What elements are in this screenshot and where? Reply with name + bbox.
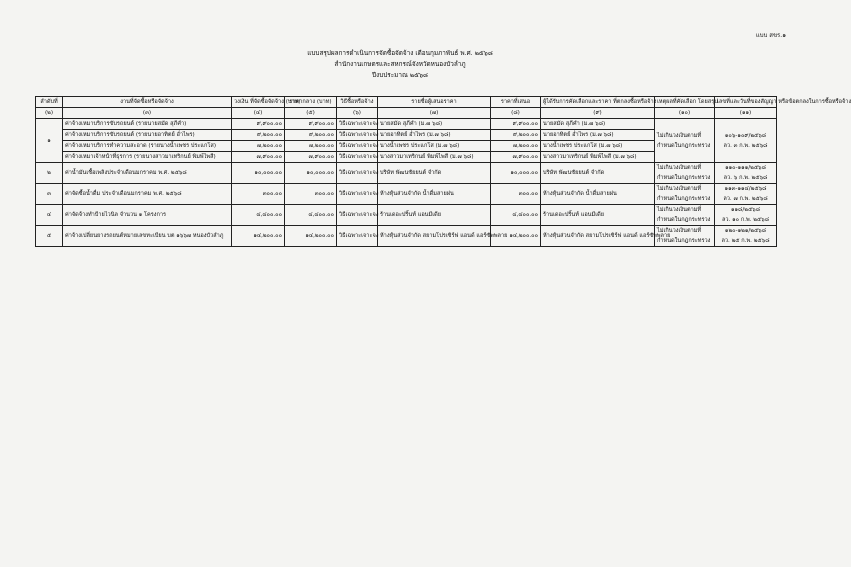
mid-price-cell: ๑๔,๒๐๐.๐๐	[285, 226, 337, 247]
header-cell: ผู้ได้รับการคัดเลือกและราคา ที่ตกลงซื้อหรือจ้าง	[541, 97, 655, 108]
document-titles	[0, 48, 800, 81]
reason-cell	[655, 119, 715, 163]
work-cell: ค่าจ้างเหมาบริการขับรถยนต์ (รายนายอาทิตย์ อ่ำไพร)	[63, 130, 232, 141]
mid-price-cell: ๗,๒๐๐.๐๐	[285, 141, 337, 152]
header-cell: ลำดับที่	[36, 97, 63, 108]
work-cell: ค่าจ้างเหมาบริการขับรถยนต์ (รายนายสมัด สุภีคำ)	[63, 119, 232, 130]
reason-line: ไม่เกินวงเงินตามที่	[657, 186, 702, 192]
budget-cell: ๗,๒๐๐.๐๐	[232, 141, 285, 152]
header-cell: รายชื่อผู้เสนอราคา	[378, 97, 491, 108]
winner-cell: นางน้ำเพชร ประแกโส (ม.๗ ๖๘)	[541, 141, 655, 152]
column-number: (๔)	[232, 108, 285, 119]
column-number: (๘)	[491, 108, 541, 119]
mid-price-cell: ๔,๔๐๐.๐๐	[285, 205, 337, 226]
price-cell: ๔,๔๐๐.๐๐	[491, 205, 541, 226]
reason-line: ไม่เกินวงเงินตามที่	[657, 165, 702, 171]
work-cell: ค่าจัดจ้างทำป้ายไวนิล จำนวน ๑ โครงการ	[63, 205, 232, 226]
price-cell: ๗,๒๐๐.๐๐	[491, 141, 541, 152]
contract-date: ลว. ๓ ก.พ. ๒๕๖๘	[723, 142, 768, 149]
header-cell: เลขที่และวันที่ของสัญญา หรือข้อตกลงในการซื้อหรือจ้าง	[715, 97, 777, 108]
procurement-table	[35, 96, 851, 247]
method-cell: วิธีเฉพาะเจาะจง	[337, 205, 378, 226]
reason-line: กำหนดในกฎกระทรวง	[657, 217, 711, 223]
header-row	[36, 97, 777, 108]
bidder-cell: นายอาทิตย์ อ่ำไพร (ม.๗ ๖๘)	[378, 130, 491, 141]
column-number: (๑๐)	[655, 108, 715, 119]
table-row	[36, 119, 777, 130]
contract-number: ๑๒๐-๑๒๑/๒๕๖๘	[724, 228, 767, 234]
price-cell: ๑๔,๒๐๐.๐๐	[491, 226, 541, 247]
contract-number: ๑๑๐-๑๑๑/๒๕๖๘	[725, 165, 766, 171]
mid-price-cell: ๗,๙๐๐.๐๐	[285, 152, 337, 163]
contract-date: ลว. ๖ ก.พ. ๒๕๖๘	[723, 175, 768, 181]
header-cell: วิธีซื้อหรือจ้าง	[337, 97, 378, 108]
title-line-1: แบบสรุปผลการดำเนินการจัดซื้อจัดจ้าง เดือนกุมภาพันธ์ พ.ศ. ๒๕๖๘	[307, 49, 493, 57]
column-number: (๕)	[285, 108, 337, 119]
work-cell: ค่าจัดซื้อน้ำดื่ม ประจำเดือนมกราคม พ.ศ. ๒๕๖๘	[63, 184, 232, 205]
mid-price-cell: ๓๐๐.๐๐	[285, 184, 337, 205]
reason-line: ไม่เกินวงเงินตามที่	[657, 228, 702, 234]
contract-date: ลว. ๑๐ ก.พ. ๒๕๖๘	[721, 217, 770, 223]
bidder-cell: ห้างหุ้นส่วนจำกัด น้ำดื่มสายฝน	[378, 184, 491, 205]
price-cell: ๙,๒๐๐.๐๐	[491, 130, 541, 141]
contract-number: ๑๑๓-๑๑๔/๒๕๖๘	[724, 186, 767, 192]
winner-cell: นางสาวมาเทริกนย์ พิมพ์ไพสี (ม.๗ ๖๘)	[541, 152, 655, 163]
reason-cell	[655, 163, 715, 184]
method-cell: วิธีเฉพาะเจาะจง	[337, 226, 378, 247]
row-number: ๕	[36, 226, 63, 247]
column-number-row	[36, 108, 777, 119]
table-row	[36, 163, 777, 184]
method-cell: วิธีเฉพาะเจาะจง	[337, 141, 378, 152]
bidder-cell: ห้างหุ้นส่วนจำกัด สยามโปรเซิร์ฟ แอนด์ แอร์ซัพพลาย	[378, 226, 491, 247]
column-number: (๙)	[541, 108, 655, 119]
method-cell: วิธีเฉพาะเจาะจง	[337, 152, 378, 163]
contract-date: ลว. ๗ ก.พ. ๒๕๖๘	[723, 196, 768, 202]
row-number: ๓	[36, 184, 63, 205]
column-number: (๖)	[337, 108, 378, 119]
reason-line: ไม่เกินวงเงินตามที่	[657, 207, 702, 213]
header-cell: วงเงิน ที่จัดซื้อจัดจ้าง (บาท)	[232, 97, 285, 108]
reason-line: กำหนดในกฎกระทรวง	[657, 142, 711, 149]
reason-line: ไม่เกินวงเงินตามที่	[657, 132, 702, 139]
form-code: แบบ สขร.๑	[755, 32, 786, 39]
work-cell: ค่าจ้างเหมาเจ้าหน้าที่ธุรการ (รายนางสาวมาเทริกนย์ พิมพ์ไพสี)	[63, 152, 232, 163]
budget-cell: ๑๔,๒๐๐.๐๐	[232, 226, 285, 247]
contract-cell	[715, 119, 777, 163]
price-cell: ๑๐,๐๐๐.๐๐	[491, 163, 541, 184]
header-cell: ราคาที่เสนอ	[491, 97, 541, 108]
winner-cell: ห้างหุ้นส่วนจำกัด น้ำดื่มสายฝน	[541, 184, 655, 205]
reason-cell	[655, 184, 715, 205]
column-number: (๑๑)	[715, 108, 777, 119]
contract-date: ลว. ๒๕ ก.พ. ๒๕๖๘	[721, 238, 770, 244]
table-row	[36, 205, 777, 226]
bidder-cell: บริษัท พัฒนชัยยนต์ จำกัด	[378, 163, 491, 184]
header-cell: งานที่จัดซื้อหรือจัดจ้าง	[63, 97, 232, 108]
price-cell: ๗,๙๐๐.๐๐	[491, 152, 541, 163]
mid-price-cell: ๙,๒๐๐.๐๐	[285, 130, 337, 141]
price-cell: ๙,๙๐๐.๐๐	[491, 119, 541, 130]
column-number: (๒)	[36, 108, 63, 119]
reason-line: กำหนดในกฎกระทรวง	[657, 238, 711, 244]
work-cell: ค่าจ้างเปลี่ยนยางรถยนต์หมายเลขทะเบียน บต ๑๖๖๗ หนองบัวลำภู	[63, 226, 232, 247]
reason-line: กำหนดในกฎกระทรวง	[657, 196, 711, 202]
row-number: ๔	[36, 205, 63, 226]
budget-cell: ๗,๙๐๐.๐๐	[232, 152, 285, 163]
winner-cell: ห้างหุ้นส่วนจำกัด สยามโปรเซิร์ฟ แอนด์ แอร์ซัพพลาย	[541, 226, 655, 247]
contract-cell	[715, 163, 777, 184]
method-cell: วิธีเฉพาะเจาะจง	[337, 119, 378, 130]
header-cell: เหตุผลที่คัดเลือก โดยสรุป	[655, 97, 715, 108]
bidder-cell: นายสมัด สุภีคำ (ม.๗ ๖๘)	[378, 119, 491, 130]
column-number: (๓)	[63, 108, 232, 119]
contract-cell	[715, 184, 777, 205]
method-cell: วิธีเฉพาะเจาะจง	[337, 184, 378, 205]
title-line-2: สำนักงานเกษตรและสหกรณ์จังหวัดหนองบัวลำภู	[334, 60, 466, 68]
table-row	[36, 226, 777, 247]
bidder-cell: ร้านเดอะปริ้นท์ แอนมีเดีย	[378, 205, 491, 226]
contract-number: ๑๑๘/๒๕๖๘	[730, 207, 761, 213]
winner-cell: ร้านเดอะปริ้นท์ แอนมีเดีย	[541, 205, 655, 226]
row-number: ๒	[36, 163, 63, 184]
header-cell: ราคากลาง (บาท)	[285, 97, 337, 108]
work-cell: ค่าน้ำมันเชื้อเพลิงประจำเดือนมกราคม พ.ศ. ๒๕๖๘	[63, 163, 232, 184]
method-cell: วิธีเฉพาะเจาะจง	[337, 130, 378, 141]
contract-cell	[715, 226, 777, 247]
budget-cell: ๑๐,๐๐๐.๐๐	[232, 163, 285, 184]
budget-cell: ๙,๙๐๐.๐๐	[232, 119, 285, 130]
work-cell: ค่าจ้างเหมาบริการทำความสะอาด (รายนางน้ำเพชร ประแกโส)	[63, 141, 232, 152]
winner-cell: นายอาทิตย์ อ่ำไพร (ม.๗ ๖๘)	[541, 130, 655, 141]
winner-cell: บริษัท พัฒนชัยยนต์ จำกัด	[541, 163, 655, 184]
row-number: ๑	[36, 119, 63, 163]
contract-cell	[715, 205, 777, 226]
mid-price-cell: ๑๐,๐๐๐.๐๐	[285, 163, 337, 184]
bidder-cell: นางน้ำเพชร ประแกโส (ม.๗ ๖๘)	[378, 141, 491, 152]
table-row	[36, 184, 777, 205]
mid-price-cell: ๙,๙๐๐.๐๐	[285, 119, 337, 130]
budget-cell: ๙,๒๐๐.๐๐	[232, 130, 285, 141]
reason-cell	[655, 226, 715, 247]
price-cell: ๓๐๐.๐๐	[491, 184, 541, 205]
title-line-3: ปีงบประมาณ ๒๕๖๘	[372, 71, 428, 79]
reason-line: กำหนดในกฎกระทรวง	[657, 175, 711, 181]
budget-cell: ๔,๔๐๐.๐๐	[232, 205, 285, 226]
reason-cell	[655, 205, 715, 226]
contract-number: ๑๐๖-๑๐๙/๒๕๖๘	[724, 132, 767, 139]
winner-cell: นายสมัด สุภีคำ (ม.๗ ๖๘)	[541, 119, 655, 130]
budget-cell: ๓๐๐.๐๐	[232, 184, 285, 205]
method-cell: วิธีเฉพาะเจาะจง	[337, 163, 378, 184]
bidder-cell: นางสาวมาเทริกนย์ พิมพ์ไพสี (ม.๗ ๖๘)	[378, 152, 491, 163]
column-number: (๗)	[378, 108, 491, 119]
